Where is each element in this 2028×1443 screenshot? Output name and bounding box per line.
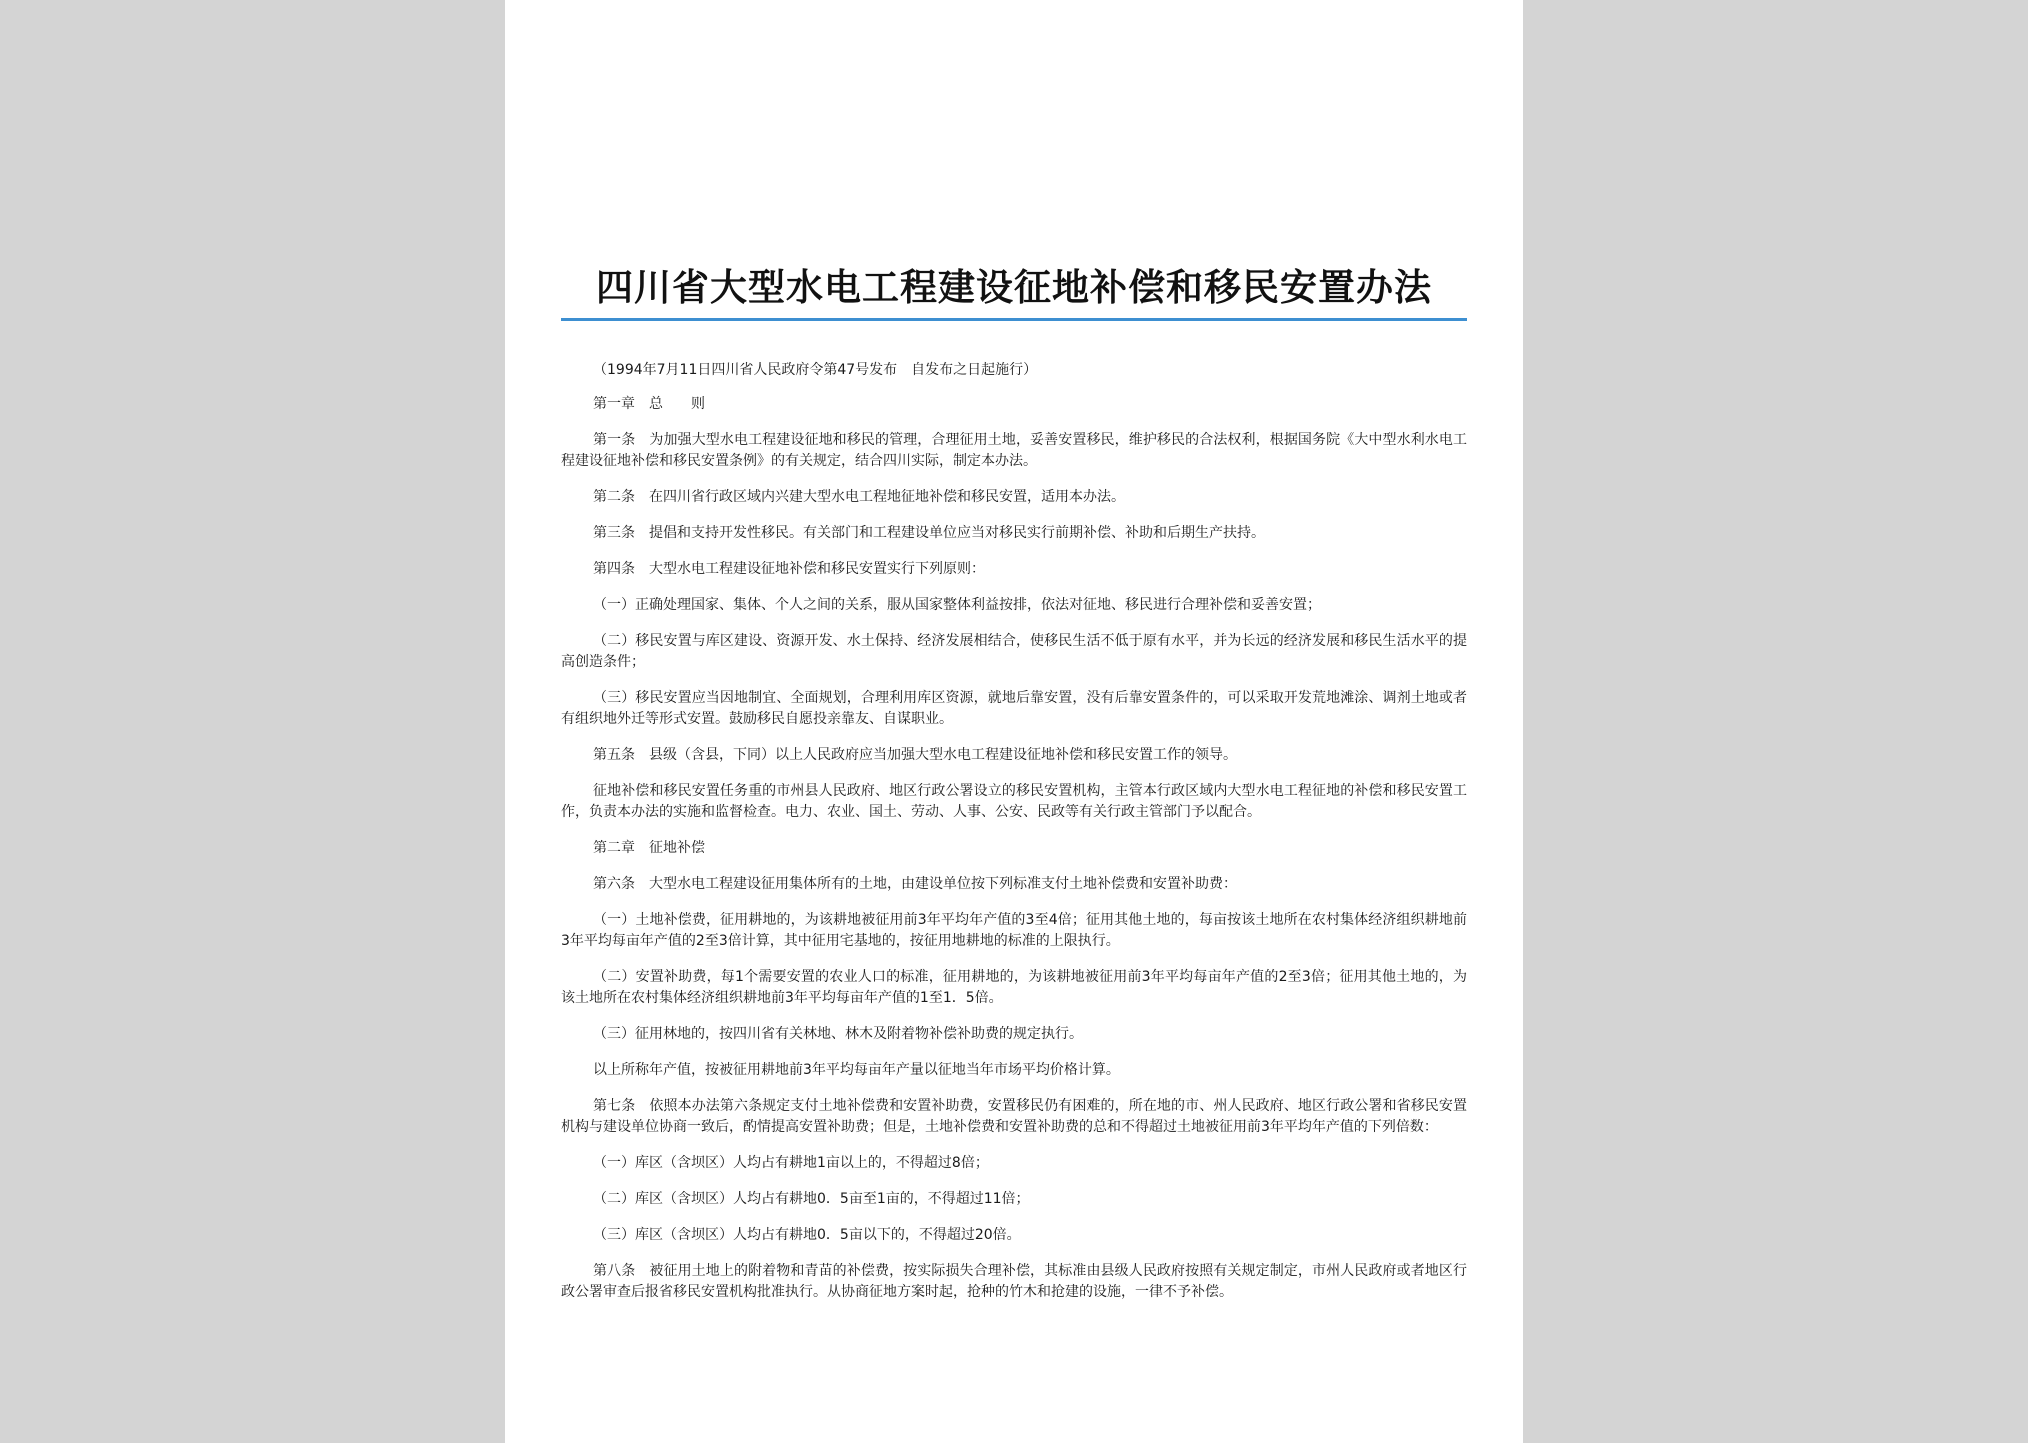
body-paragraph: 以上所称年产值，按被征用耕地前3年平均每亩年产量以征地当年市场平均价格计算。: [593, 1062, 1120, 1078]
clause-paragraph: （三）征用林地的，按四川省有关林地、林木及附着物补偿补助费的规定执行。: [593, 1026, 1083, 1042]
article-paragraph: 第六条 大型水电工程建设征用集体所有的土地，由建设单位按下列标准支付土地补偿费和安置补助费：: [593, 876, 1237, 892]
clause-paragraph: （一）正确处理国家、集体、个人之间的关系，服从国家整体利益按排，依法对征地、移民进行合理补偿和妥善安置；: [593, 597, 1321, 613]
chapter-heading: 第二章 征地补偿: [593, 840, 705, 856]
article-paragraph: 第四条 大型水电工程建设征地补偿和移民安置实行下列原则：: [593, 561, 985, 577]
chapter-heading: 第一章 总 则: [593, 396, 705, 412]
clause-paragraph: （二）安置补助费，每1个需要安置的农业人口的标准，征用耕地的，为该耕地被征用前3年平均每亩年产值的2至3倍；征用其他土地的，为该土地所在农村集体经济组织耕地前3年平均每亩年产值的1至1．5倍。: [561, 969, 1467, 1006]
article-paragraph: 第五条 县级（含县，下同）以上人民政府应当加强大型水电工程建设征地补偿和移民安置工作的领导。: [593, 747, 1237, 763]
clause-paragraph: （一）土地补偿费，征用耕地的，为该耕地被征用前3年平均年产值的3至4倍；征用其他土地的，每亩按该土地所在农村集体经济组织耕地前3年平均每亩年产值的2至3倍计算，其中征用宅基地的，按征用地耕地的标准的上限执行。: [561, 912, 1467, 949]
clause-paragraph: （一）库区（含坝区）人均占有耕地1亩以上的，不得超过8倍；: [593, 1155, 989, 1171]
clause-paragraph: （二）库区（含坝区）人均占有耕地0．5亩至1亩的，不得超过11倍；: [593, 1191, 1030, 1207]
article-paragraph: 第八条 被征用土地上的附着物和青苗的补偿费，按实际损失合理补偿，其标准由县级人民政府按照有关规定制定，市州人民政府或者地区行政公署审查后报省移民安置机构批准执行。从协商征地方案时起，抢种的竹木和抢建的设施，一律不予补偿。: [561, 1263, 1467, 1300]
document-title: 四川省大型水电工程建设征地补偿和移民安置办法: [596, 265, 1432, 309]
article-paragraph: 第一条 为加强大型水电工程建设征地和移民的管理，合理征用土地，妥善安置移民，维护移民的合法权利，根据国务院《大中型水利水电工程建设征地补偿和移民安置条例》的有关规定，结合四川实际，制定本办法。: [561, 432, 1467, 469]
document-body: [561, 360, 1467, 1303]
title-underline: [561, 318, 1467, 321]
clause-paragraph: （三）移民安置应当因地制宜、全面规划，合理利用库区资源，就地后靠安置，没有后靠安置条件的，可以采取开发荒地滩涂、调剂土地或者有组织地外迁等形式安置。鼓励移民自愿投亲靠友、自谋职业。: [561, 690, 1467, 727]
article-paragraph: 第三条 提倡和支持开发性移民。有关部门和工程建设单位应当对移民实行前期补偿、补助和后期生产扶持。: [593, 525, 1265, 541]
body-paragraph: 征地补偿和移民安置任务重的市州县人民政府、地区行政公署设立的移民安置机构，主管本行政区域内大型水电工程征地的补偿和移民安置工作，负责本办法的实施和监督检查。电力、农业、国土、劳动、人事、公安、民政等有关行政主管部门予以配合。: [561, 783, 1467, 820]
article-paragraph: 第二条 在四川省行政区域内兴建大型水电工程地征地补偿和移民安置，适用本办法。: [593, 489, 1125, 505]
issuance-note: （1994年7月11日四川省人民政府令第47号发布 自发布之日起施行）: [593, 362, 1038, 378]
clause-paragraph: （二）移民安置与库区建设、资源开发、水土保持、经济发展相结合，使移民生活不低于原有水平，并为长远的经济发展和移民生活水平的提高创造条件；: [561, 633, 1467, 670]
document-page: [505, 0, 1523, 1443]
clause-paragraph: （三）库区（含坝区）人均占有耕地0．5亩以下的，不得超过20倍。: [593, 1227, 1021, 1243]
article-paragraph: 第七条 依照本办法第六条规定支付土地补偿费和安置补助费，安置移民仍有困难的，所在地的市、州人民政府、地区行政公署和省移民安置机构与建设单位协商一致后，酌情提高安置补助费；但是，土地补偿费和安置补助费的总和不得超过土地被征用前3年平均年产值的下列倍数：: [561, 1098, 1467, 1135]
title-block: [561, 262, 1467, 321]
